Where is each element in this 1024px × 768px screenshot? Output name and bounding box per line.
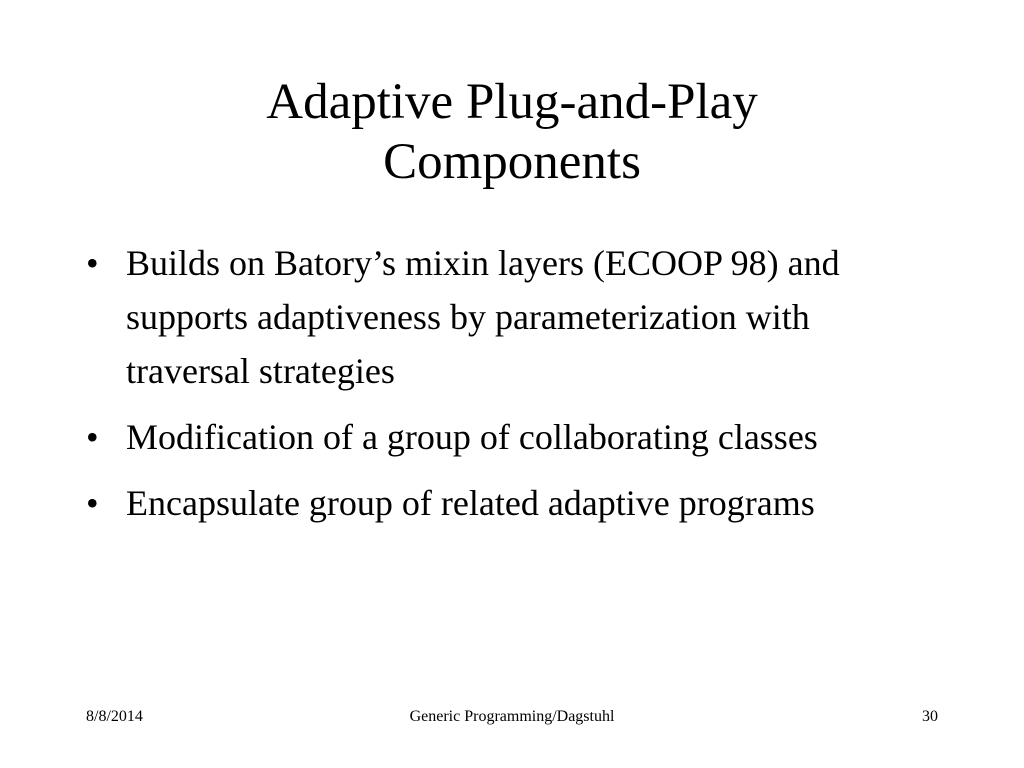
bullet-list <box>86 236 906 542</box>
footer-date: 8/8/2014 <box>86 708 143 725</box>
footer-page-number: 30 <box>922 708 938 725</box>
bullet-text-2: Modification of a group of collaborating classes <box>126 417 818 457</box>
bullet-text-1: Builds on Batory’s mixin layers (ECOOP 98) and supports adaptiveness by parameterization with traversal strategies <box>126 243 840 391</box>
bullet-marker: • <box>86 417 99 457</box>
bullet-item-2 <box>86 410 906 464</box>
bullet-item-3 <box>86 476 906 530</box>
footer-title: Generic Programming/Dagstuhl <box>409 708 615 725</box>
bullet-marker: • <box>86 483 99 523</box>
slide-title-line-2: Components <box>383 134 641 190</box>
bullet-item-1 <box>86 236 906 398</box>
slide-title-line-1: Adaptive Plug-and-Play <box>266 74 758 130</box>
slide-title <box>100 72 924 192</box>
bullet-text-3: Encapsulate group of related adaptive programs <box>126 483 815 523</box>
bullet-marker: • <box>86 243 99 283</box>
